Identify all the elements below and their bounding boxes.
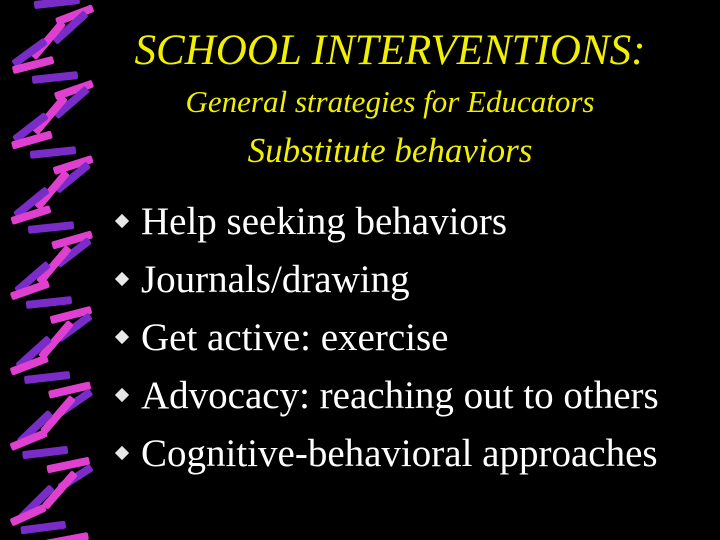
wave-stripe <box>34 0 80 9</box>
wave-stripe <box>20 521 66 535</box>
wave-stripe <box>44 532 89 540</box>
bullet-text: Journals/drawing <box>141 257 410 301</box>
bullet-item <box>112 308 659 366</box>
bullet-item <box>112 366 659 424</box>
bullet-item <box>112 424 659 482</box>
wave-stripe <box>34 170 70 210</box>
bullet-item <box>112 192 659 250</box>
bullet-text: Get active: exercise <box>141 315 449 359</box>
slide-title: SCHOOL INTERVENTIONS: <box>134 27 646 74</box>
diamond-bullet-icon <box>115 272 129 286</box>
slide-subtitle-1: General strategies for Educators <box>185 84 595 119</box>
wave-stripe <box>28 221 75 234</box>
diamond-bullet-icon <box>115 214 129 228</box>
diamond-bullet-icon <box>115 446 129 460</box>
bullet-text: Help seeking behaviors <box>141 199 508 243</box>
slide-subtitle-2: Substitute behaviors <box>247 131 533 170</box>
diamond-bullet-icon <box>115 388 129 402</box>
left-wave-decoration <box>0 0 110 540</box>
wave-stripe <box>24 371 70 384</box>
bullet-text: Cognitive-behavioral approaches <box>141 431 658 475</box>
bullet-list <box>112 192 659 482</box>
bullet-text: Advocacy: reaching out to others <box>141 373 659 417</box>
diamond-bullet-icon <box>115 330 129 344</box>
wave-stripe <box>26 296 72 309</box>
bullet-item <box>112 250 659 308</box>
wave-stripe <box>22 446 68 459</box>
